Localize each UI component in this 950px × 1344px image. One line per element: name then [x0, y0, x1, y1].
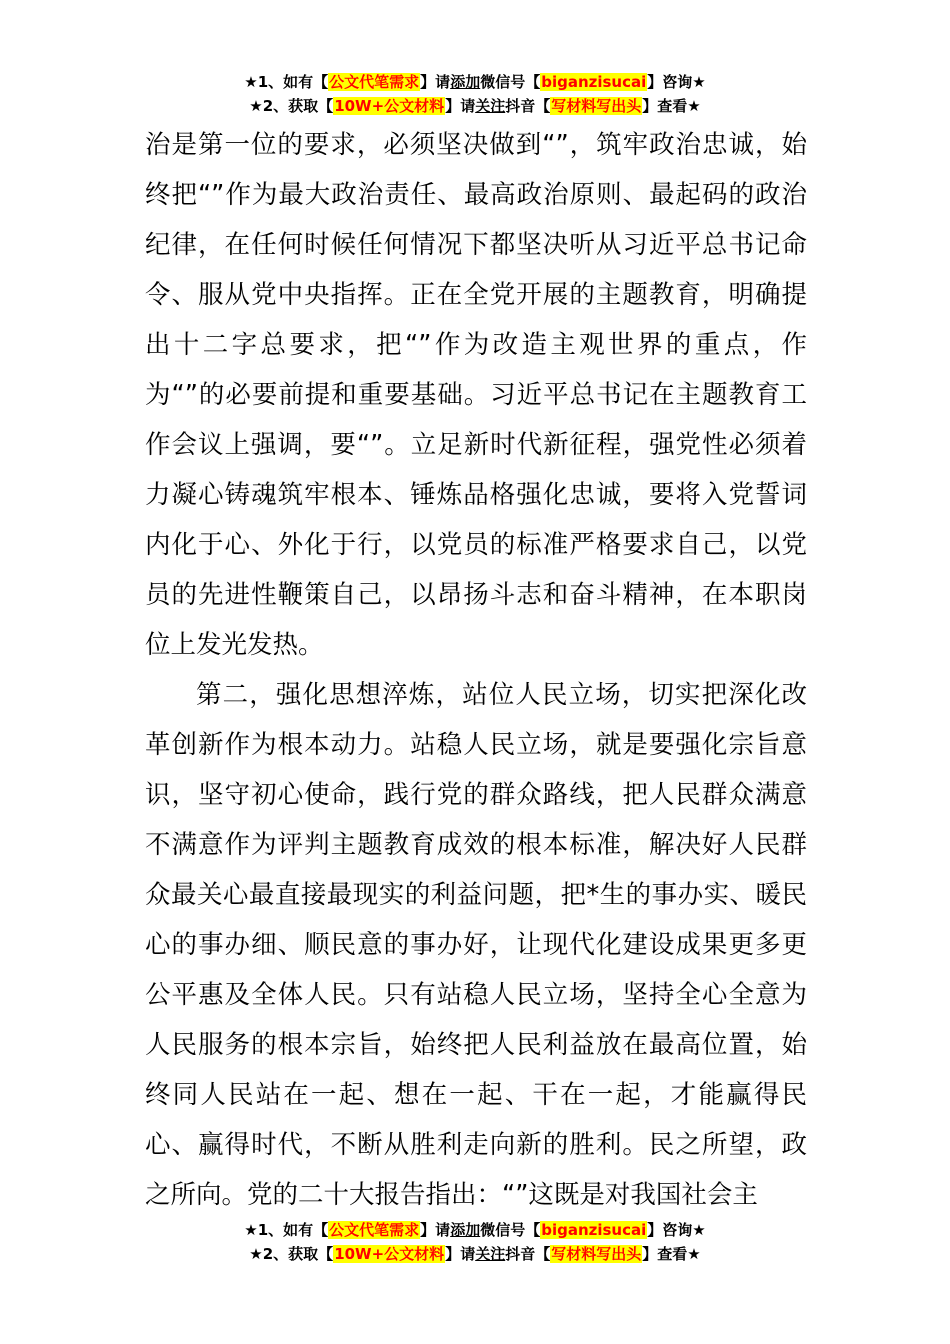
footer-banner: [0, 1218, 950, 1266]
highlight-text: 10W+公文材料: [334, 97, 445, 115]
douyin-id: 写材料写出头: [551, 97, 642, 115]
banner-text: 】请: [445, 1245, 476, 1263]
underlined-text: 关注: [475, 97, 506, 115]
banner-line-2: [0, 94, 950, 118]
banner-text: 】请: [420, 73, 451, 91]
banner-text: ★2、获取【: [249, 97, 334, 115]
banner-text: 】咨询★: [647, 1221, 706, 1239]
underlined-text: 添加: [450, 73, 481, 91]
banner-text: 】咨询★: [647, 73, 706, 91]
banner-text: 】请: [420, 1221, 451, 1239]
banner-text: 抖音【: [505, 97, 551, 115]
highlight-text: 公文代笔需求: [329, 1221, 420, 1239]
banner-text: 微信号【: [480, 73, 541, 91]
underlined-text: 添加: [450, 1221, 481, 1239]
banner-text: 微信号【: [480, 1221, 541, 1239]
banner-text: ★1、如有【: [244, 73, 329, 91]
banner-text: 】请: [445, 97, 476, 115]
banner-line-1: [0, 1218, 950, 1242]
banner-text: 】查看★: [642, 97, 701, 115]
wechat-id: biganzisucai: [541, 1221, 647, 1239]
banner-text: ★1、如有【: [244, 1221, 329, 1239]
douyin-id: 写材料写出头: [551, 1245, 642, 1263]
banner-text: 抖音【: [505, 1245, 551, 1263]
wechat-id: biganzisucai: [541, 73, 647, 91]
banner-line-2: [0, 1242, 950, 1266]
body-paragraph: 第二，强化思想淬炼，站位人民立场，切实把深化改革创新作为根本动力。站稳人民立场，就是要强化宗旨意识，坚守初心使命，践行党的群众路线，把人民群众满意不满意作为评判主题教育成效的根本标准，解决好人民群众最关心最直接最现实的利益问题，把*生的事办实、暖民心的事办细、顺民意的事办好，让现代化建设成果更多更公平惠及全体人民。只有站稳人民立场，坚持全心全意为人民服务的根本宗旨，始终把人民利益放在最高位置，始终同人民站在一起、想在一起、干在一起，才能赢得民心、赢得时代，不断从胜利走向新的胜利。民之所望，政之所向。党的二十大报告指出：“”这既是对我国社会主: [145, 680, 807, 1210]
body-paragraph: 治是第一位的要求，必须坚决做到“”，筑牢政治忠诚，始终把“”作为最大政治责任、最高政治原则、最起码的政治纪律，在任何时候任何情况下都坚决听从习近平总书记命令、服从党中央指挥。正在全党开展的主题教育，明确提出十二字总要求，把“”作为改造主观世界的重点，作为“”的必要前提和重要基础。习近平总书记在主题教育工作会议上强调，要“”。立足新时代新征程，强党性必须着力凝心铸魂筑牢根本、锤炼品格强化忠诚，要将入党誓词内化于心、外化于行，以党员的标准严格要求自己，以党员的先进性鞭策自己，以昂扬斗志和奋斗精神，在本职岗位上发光发热。: [145, 130, 807, 660]
highlight-text: 公文代笔需求: [329, 73, 420, 91]
banner-text: 】查看★: [642, 1245, 701, 1263]
banner-text: ★2、获取【: [249, 1245, 334, 1263]
header-banner: [0, 70, 950, 118]
underlined-text: 关注: [475, 1245, 506, 1263]
document-body: [145, 120, 807, 1220]
highlight-text: 10W+公文材料: [334, 1245, 445, 1263]
banner-line-1: [0, 70, 950, 94]
